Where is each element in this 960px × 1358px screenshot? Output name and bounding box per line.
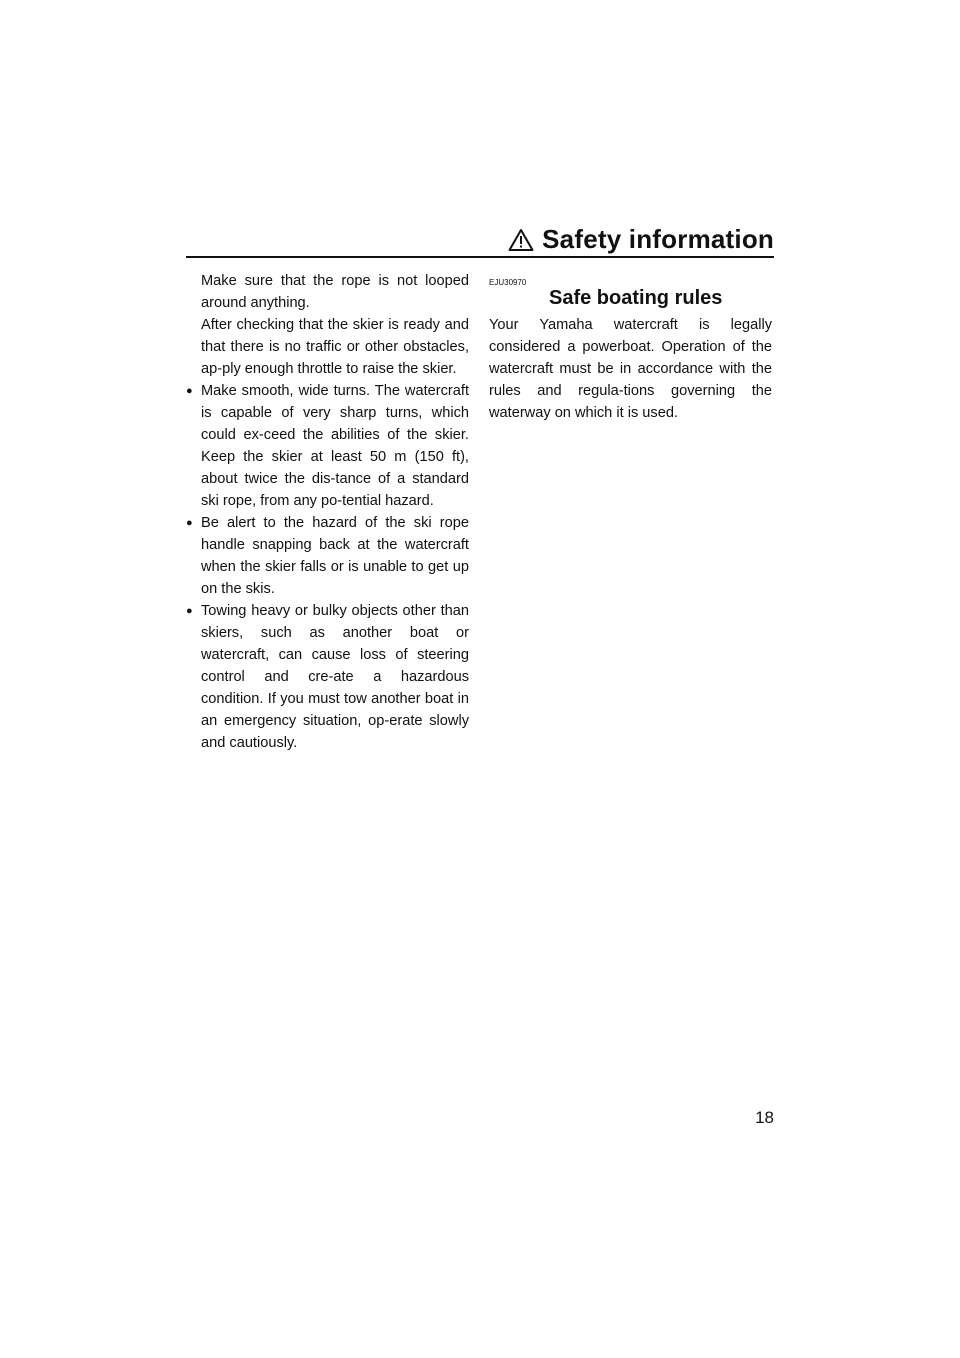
paragraph-throttle: After checking that the skier is ready and that there is no traffic or other obstacles, ap-ply enough throttle to raise the skier. bbox=[201, 317, 469, 377]
paragraph-rope: Make sure that the rope is not looped around anything. bbox=[201, 273, 469, 311]
bullet-dot: ● bbox=[186, 605, 193, 617]
bullet-item bbox=[186, 600, 469, 754]
page-number: 18 bbox=[755, 1108, 774, 1127]
left-column bbox=[186, 270, 469, 754]
warning-triangle-icon bbox=[508, 228, 534, 252]
bullet-item bbox=[186, 380, 469, 512]
page-header bbox=[186, 222, 774, 258]
section-title: Safe boating rules bbox=[549, 287, 723, 309]
right-column bbox=[489, 270, 772, 424]
section-code: EJU30970 bbox=[489, 278, 527, 287]
bullet-text: Make smooth, wide turns. The watercraft is capable of very sharp turns, which could ex-ceed the abilities of the skier. Keep the skier at least 50 m (150 ft), about twice the dis-tance of a standard ski rope, from any po-tential hazard. bbox=[201, 383, 469, 509]
bullet-text: Towing heavy or bulky objects other than skiers, such as another boat or watercraft, can cause loss of steering control and cre-ate a hazardous condition. If you must tow another boat in an emergency situation, op-erate slowly and cautiously. bbox=[201, 603, 469, 751]
header-title-group bbox=[508, 224, 774, 255]
page-title: Safety information bbox=[542, 224, 774, 254]
bullet-item bbox=[186, 512, 469, 600]
section-body: Your Yamaha watercraft is legally considered a powerboat. Operation of the watercraft must be in accordance with the rules and regula-tions governing the waterway on which it is used. bbox=[489, 317, 772, 421]
bullet-dot: ● bbox=[186, 385, 193, 397]
bullet-dot: ● bbox=[186, 517, 193, 529]
bullet-text: Be alert to the hazard of the ski rope handle snapping back at the watercraft when the skier falls or is unable to get up on the skis. bbox=[201, 515, 469, 597]
